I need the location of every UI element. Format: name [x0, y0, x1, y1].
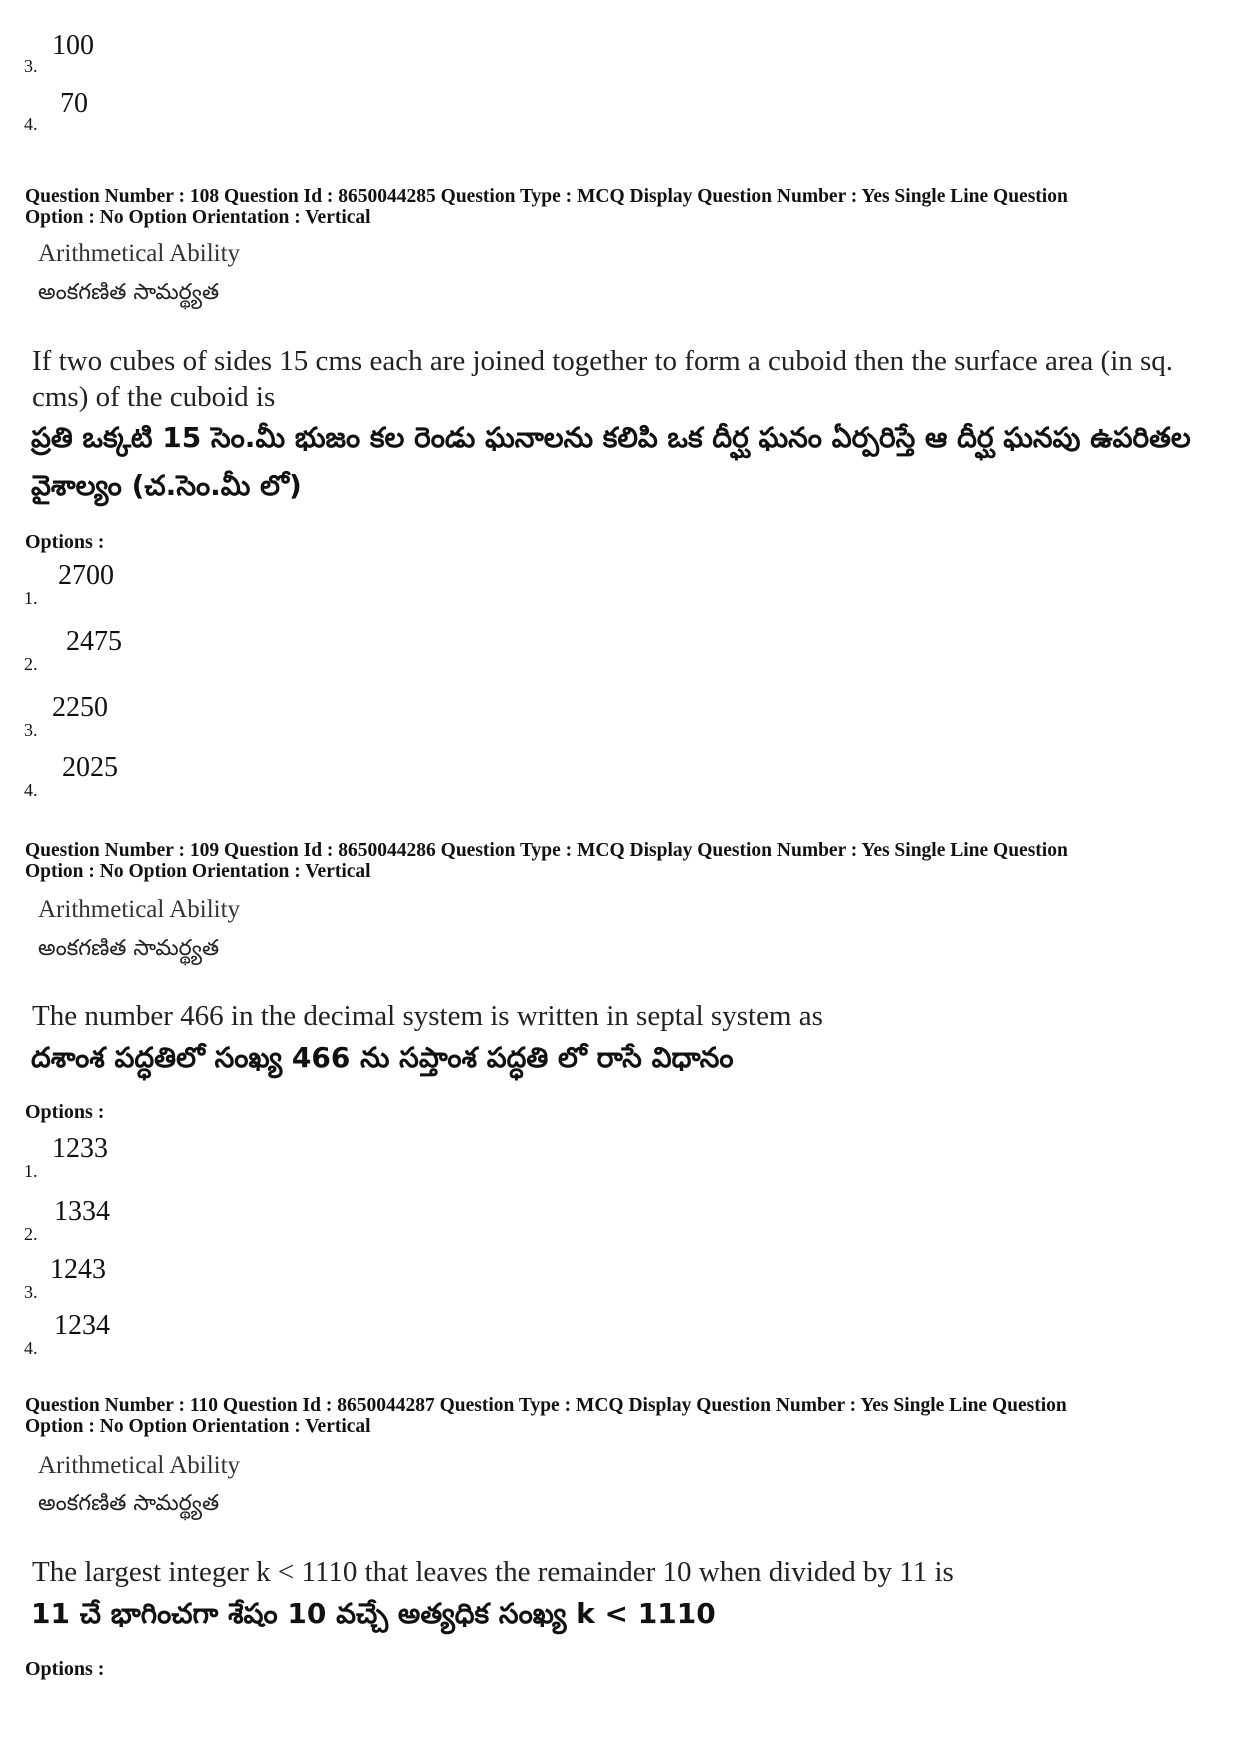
option-number: 2.	[24, 1224, 38, 1244]
option-value: 100	[52, 30, 94, 61]
options-label: Options :	[25, 1101, 105, 1123]
option-number: 3.	[24, 720, 38, 740]
option-number: 1.	[24, 1161, 38, 1181]
question-header	[25, 1395, 1220, 1437]
subject-english: Arithmetical Ability	[38, 240, 241, 267]
option-number: 4.	[24, 780, 38, 800]
option-number: 4.	[24, 1338, 38, 1358]
question-meta-line: Option : No Option Orientation : Vertical	[25, 1416, 371, 1437]
question-text-telugu: 11 చే భాగించగా శేషం 10 వచ్చే అత్యధిక సంఖ్య k < 1110	[31, 1597, 716, 1630]
option-number: 1.	[24, 588, 38, 608]
option-number: 2.	[24, 654, 38, 674]
subject-english: Arithmetical Ability	[38, 1452, 241, 1479]
question-header	[25, 186, 1220, 228]
subject-telugu: అంకగణిత సామర్థ్యత	[38, 280, 220, 305]
question-meta-line: Question Number : 110 Question Id : 8650044287 Question Type : MCQ Display Question Number : Yes Single Line Question	[25, 1395, 1067, 1416]
question-text-english: If two cubes of sides 15 cms each are joined together to form a cuboid then the surface area (in sq. cms) of the cuboid is	[32, 345, 1174, 413]
question-header	[25, 840, 1220, 882]
subject-telugu: అంకగణిత సామర్థ్యత	[38, 936, 220, 961]
subject-telugu: అంకగణిత సామర్థ్యత	[38, 1491, 220, 1516]
option-number: 4.	[24, 114, 38, 134]
question-meta-line: Option : No Option Orientation : Vertical	[25, 861, 371, 882]
option-value: 2025	[62, 752, 118, 783]
option-value: 70	[60, 88, 88, 119]
options-label: Options :	[25, 1658, 105, 1680]
question-meta-line: Question Number : 108 Question Id : 8650044285 Question Type : MCQ Display Question Number : Yes Single Line Question	[25, 186, 1068, 207]
option-value: 1234	[54, 1310, 110, 1341]
option-number: 3.	[24, 56, 38, 76]
option-value: 2250	[52, 692, 108, 723]
option-number: 3.	[24, 1282, 38, 1302]
option-value: 1233	[52, 1133, 108, 1164]
subject-english: Arithmetical Ability	[38, 896, 241, 923]
question-text-telugu: ప్రతి ఒక్కటి 15 సెం.మీ భుజం కల రెండు ఘనాలను కలిపి ఒక దీర్ఘ ఘనం ఏర్పరిస్తే ఆ దీర్ఘ ఘనపు ఉపరితల వైశాల్యం (చ.సెం.మీ లో)	[31, 421, 1191, 502]
option-value: 2475	[66, 626, 122, 657]
question-text-english: The number 466 in the decimal system is written in septal system as	[32, 1000, 823, 1032]
option-value: 1334	[54, 1196, 110, 1227]
question-meta-line: Option : No Option Orientation : Vertical	[25, 207, 371, 228]
option-value: 1243	[50, 1254, 106, 1285]
question-text-telugu: దశాంశ పద్ధతిలో సంఖ్య 466 ను సప్తాంశ పద్ధతి లో రాసే విధానం	[31, 1041, 734, 1074]
question-text-english: The largest integer k < 1110 that leaves the remainder 10 when divided by 11 is	[32, 1556, 954, 1588]
question-meta-line: Question Number : 109 Question Id : 8650044286 Question Type : MCQ Display Question Number : Yes Single Line Question	[25, 840, 1068, 861]
option-value: 2700	[58, 560, 114, 591]
options-label: Options :	[25, 531, 105, 553]
